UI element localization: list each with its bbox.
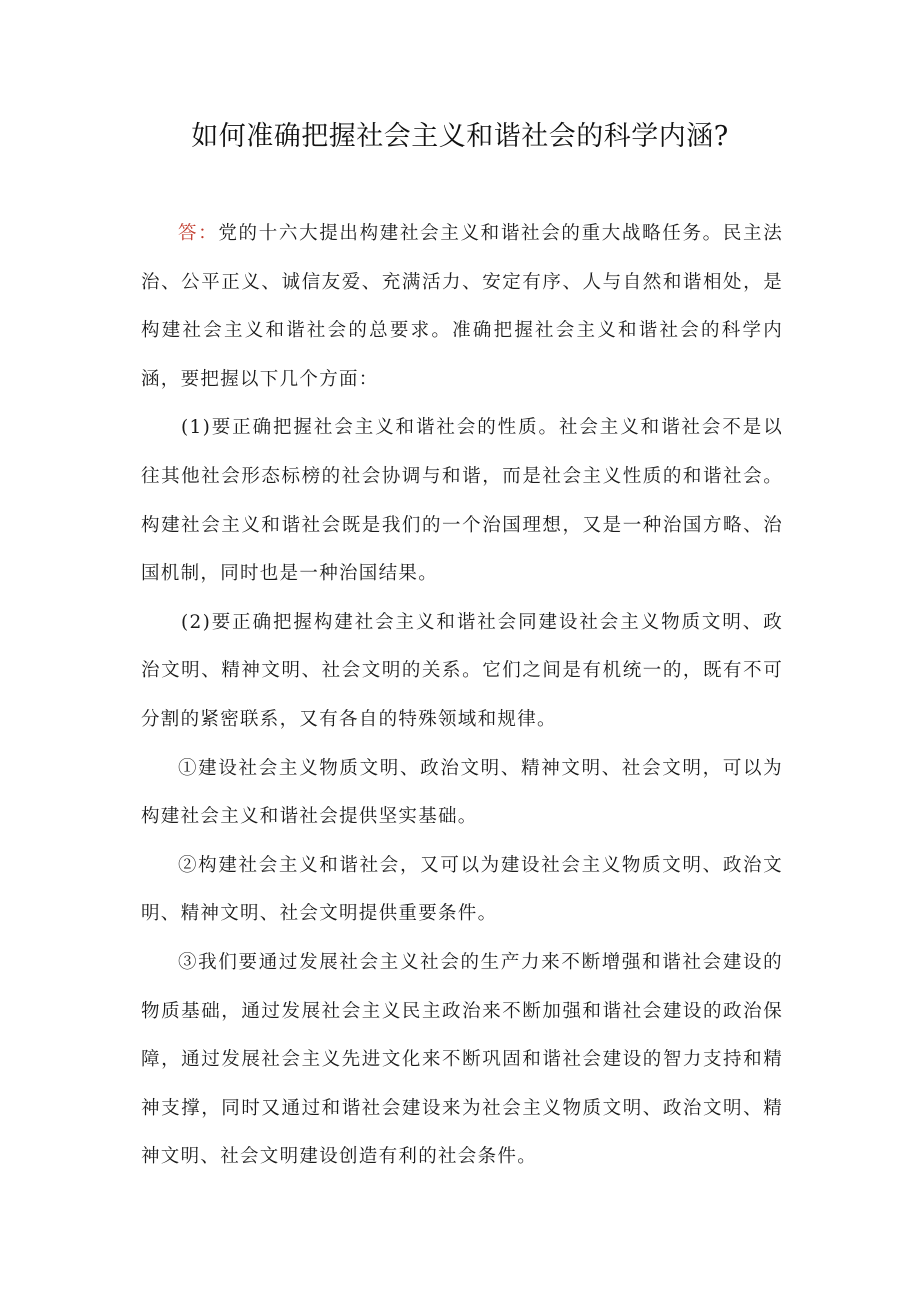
subpoint-paragraph-2: ②构建社会主义和谐社会，又可以为建设社会主义物质文明、政治文明、精神文明、社会文明提供重要条件。: [141, 854, 783, 925]
point-number: (2): [181, 611, 212, 633]
intro-paragraph: [141, 210, 783, 404]
answer-label: 答：: [178, 223, 219, 244]
point-number: (1): [181, 417, 212, 439]
point-paragraph-2: [141, 599, 783, 745]
point-text: 要正确把握社会主义和谐社会的性质。社会主义和谐社会不是以往其他社会形态标榜的社会协调与和谐，而是社会主义性质的和谐社会。构建社会主义和谐社会既是我们的一个治国理想，又是一种治国方略、治国机制，同时也是一种治国结果。: [141, 417, 783, 585]
point-text: 要正确把握构建社会主义和谐社会同建设社会主义物质文明、政治文明、精神文明、社会文明的关系。它们之间是有机统一的，既有不可分割的紧密联系，又有各自的特殊领域和规律。: [141, 611, 783, 730]
document-body: [141, 210, 783, 1182]
subpoint-paragraph-1: ①建设社会主义物质文明、政治文明、精神文明、社会文明，可以为构建社会主义和谐社会提供坚实基础。: [141, 757, 783, 828]
point-paragraph-1: [141, 404, 783, 598]
subpoint-paragraph-3: ③我们要通过发展社会主义社会的生产力来不断增强和谐社会建设的物质基础，通过发展社会主义民主政治来不断加强和谐社会建设的政治保障，通过发展社会主义先进文化来不断巩固和谐社会建设的智力支持和精神支撑，同时又通过和谐社会建设来为社会主义物质文明、政治文明、精神文明、社会文明建设创造有利的社会条件。: [141, 951, 783, 1168]
intro-text: 党的十六大提出构建社会主义和谐社会的重大战略任务。民主法治、公平正义、诚信友爱、充满活力、安定有序、人与自然和谐相处，是构建社会主义和谐社会的总要求。准确把握社会主义和谐社会的科学内涵，要把握以下几个方面：: [141, 223, 783, 390]
page-title: 如何准确把握社会主义和谐社会的科学内涵?: [191, 121, 729, 152]
